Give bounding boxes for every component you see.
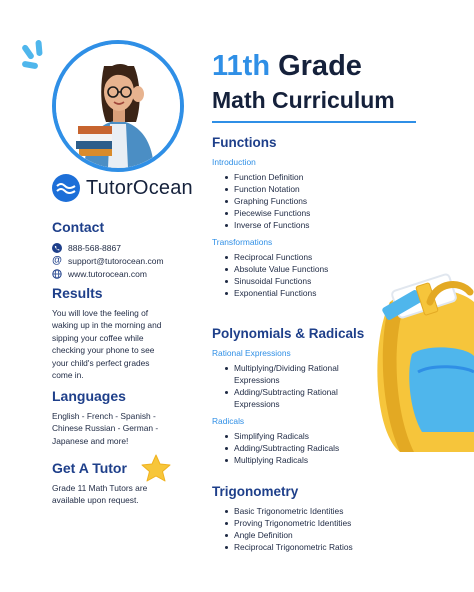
radicals-list — [212, 430, 364, 466]
brand-name: TutorOcean — [86, 176, 193, 199]
list-item: Graphing Functions — [212, 195, 328, 207]
list-item: Adding/Subtracting Radicals — [212, 442, 364, 454]
radicals-subtitle: Radicals — [212, 416, 245, 426]
languages-title: Languages — [52, 388, 126, 404]
languages-section — [52, 388, 182, 447]
tutor-text: Grade 11 Math Tutors are available upon request. — [52, 483, 148, 506]
phone-text: 888-568-8867 — [68, 242, 121, 253]
functions-section — [212, 135, 328, 299]
introduction-subtitle: Introduction — [212, 157, 256, 167]
list-item: Proving Trigonometric Identities — [212, 517, 353, 529]
list-item: Function Notation — [212, 183, 328, 195]
list-item: Inverse of Functions — [212, 219, 328, 231]
polynomials-title: Polynomials & Radicals — [212, 326, 365, 341]
contact-email[interactable] — [52, 254, 182, 267]
trigonometry-title: Trigonometry — [212, 484, 299, 499]
grade-word: Grade — [278, 50, 362, 82]
list-item-continuation: Expressions — [234, 375, 280, 385]
results-text: You will love the feeling of waking up in the morning and sipping your coffee while checking your phone to see your child's perfect grades come in. — [52, 308, 162, 381]
email-text: support@tutorocean.com — [68, 255, 164, 266]
list-item: Multiplying/Dividing Rational — [212, 362, 364, 374]
brand-logo[interactable] — [52, 174, 193, 202]
star-icon — [141, 454, 171, 482]
results-title: Results — [52, 285, 103, 301]
website-text: www.tutorocean.com — [68, 268, 147, 279]
grade-number: 11th — [212, 50, 271, 82]
backpack-illustration — [360, 262, 474, 452]
list-item: Simplifying Radicals — [212, 430, 364, 442]
list-item: Reciprocal Functions — [212, 251, 328, 263]
list-item: Reciprocal Trigonometric Ratios — [212, 541, 353, 553]
tutor-title: Get A Tutor — [52, 460, 127, 476]
transformations-list — [212, 251, 328, 299]
list-item: Adding/Subtracting Rational — [212, 386, 364, 398]
tutor-photo — [52, 40, 184, 172]
trigonometry-list — [212, 505, 353, 553]
list-item: Angle Definition — [212, 529, 353, 541]
header-divider — [212, 121, 416, 123]
contact-title: Contact — [52, 219, 105, 235]
phone-icon — [52, 243, 62, 253]
trigonometry-section — [212, 484, 353, 553]
page-title-grade — [212, 50, 362, 83]
page-subtitle: Math Curriculum — [212, 87, 395, 113]
globe-icon — [52, 269, 62, 279]
list-item: Piecewise Functions — [212, 207, 328, 219]
contact-phone[interactable] — [52, 241, 182, 254]
list-item: Basic Trigonometric Identities — [212, 505, 353, 517]
rational-expressions-list — [212, 362, 364, 410]
wave-logo-icon — [52, 174, 80, 202]
introduction-list — [212, 171, 328, 231]
list-item: Function Definition — [212, 171, 328, 183]
rational-expressions-subtitle: Rational Expressions — [212, 348, 291, 358]
list-item: Sinusoidal Functions — [212, 275, 328, 287]
languages-text: English - French - Spanish - Chinese Russian - German - Japanese and more! — [52, 411, 159, 446]
polynomials-section — [212, 326, 364, 466]
email-icon: @ — [52, 255, 62, 266]
list-item: Multiplying Radicals — [212, 454, 364, 466]
functions-title: Functions — [212, 135, 277, 150]
list-item: Exponential Functions — [212, 287, 328, 299]
transformations-subtitle: Transformations — [212, 237, 273, 247]
list-item-continuation: Expressions — [234, 399, 280, 409]
results-section — [52, 285, 182, 381]
list-item: Absolute Value Functions — [212, 263, 328, 275]
contact-section — [52, 219, 182, 280]
contact-website[interactable] — [52, 267, 182, 280]
